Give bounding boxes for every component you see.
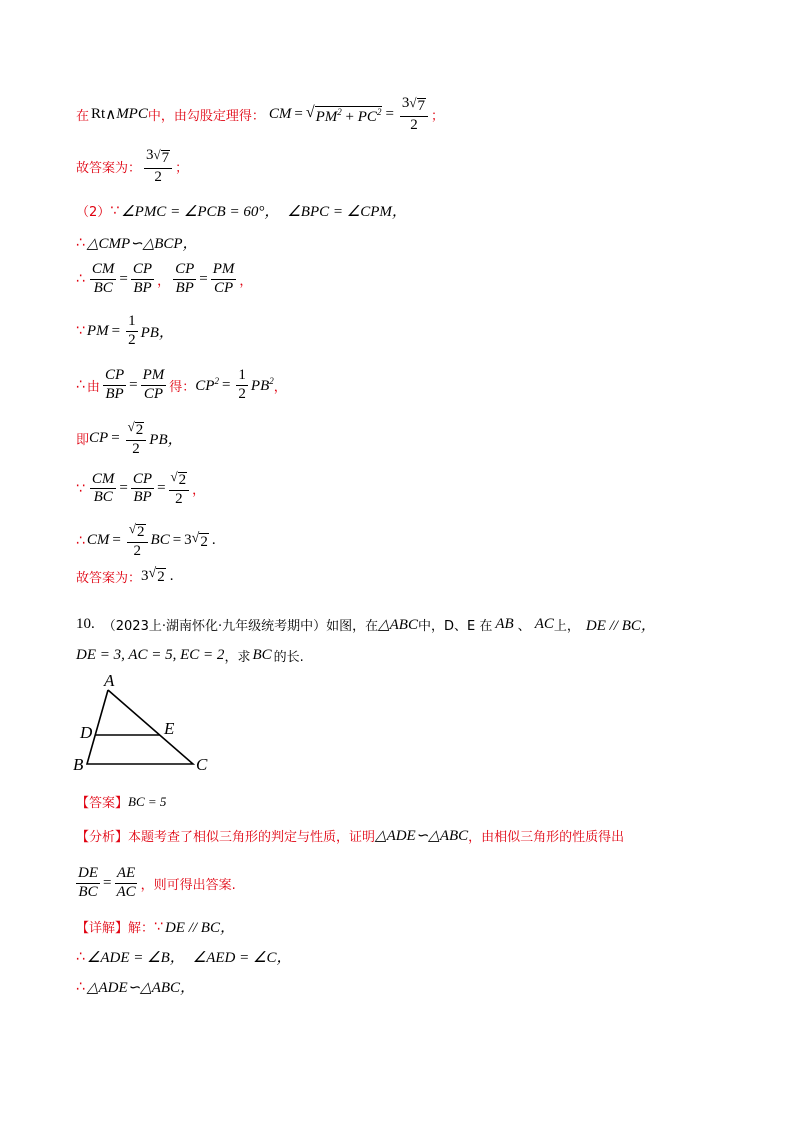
text: 即 [76, 433, 90, 449]
math: CM [90, 262, 117, 280]
therefore-symbol: ∴ [76, 234, 85, 251]
math: PM [315, 108, 338, 125]
answer-label: 【答案】 [76, 796, 129, 811]
math: PB [250, 377, 270, 394]
math: 2 [137, 524, 145, 540]
question-10-line-1 [76, 614, 656, 635]
math: AB [495, 616, 514, 632]
ratio-value-line [76, 470, 205, 508]
math: = [172, 532, 182, 549]
triangle-figure [70, 672, 220, 782]
math: 2 [238, 385, 246, 402]
math: = [111, 430, 120, 447]
math: DE = 3, AC = 5, EC = 2 [76, 647, 225, 663]
math: 3 [401, 95, 410, 111]
fraction: √ 2 2 [169, 470, 190, 508]
similar-line [76, 232, 198, 253]
answer-line-2 [76, 566, 173, 586]
math: BC [78, 883, 98, 900]
math: PB， [149, 432, 183, 449]
math: PM [141, 368, 167, 386]
because-symbol: ∵ [110, 202, 120, 219]
math: PB， [140, 324, 174, 341]
math: = [103, 874, 112, 891]
math: 2 [133, 542, 141, 559]
question-text: 中，D、E 在 [417, 619, 493, 634]
math: DE // BC， [164, 920, 235, 936]
math: 2 [135, 422, 144, 438]
math: 2 [157, 569, 165, 585]
math: + [345, 108, 355, 125]
fraction [236, 368, 248, 403]
sqrt-expression: √ 2 [148, 566, 165, 585]
question-number: 10. [76, 616, 95, 632]
text: ， [157, 273, 171, 289]
math: = [385, 106, 394, 123]
question-10-line-2 [76, 646, 304, 665]
fraction [173, 262, 196, 297]
math: 2 [128, 331, 136, 348]
fraction [126, 314, 138, 349]
math: ∠AED = ∠C， [192, 950, 292, 966]
label-b: B [73, 755, 84, 774]
math: △ADE∽△ABC [375, 828, 469, 844]
fraction [211, 262, 237, 297]
label-d: D [80, 723, 93, 742]
math: △CMP∽△BCP， [86, 236, 198, 252]
text: （2） [76, 205, 111, 220]
math: CP [131, 262, 154, 280]
derive-line [76, 368, 287, 403]
math: . [211, 532, 216, 549]
math: ∠ADE = ∠B， [86, 950, 185, 966]
math: CP [89, 430, 109, 447]
math: 2 [410, 116, 418, 133]
analysis-label: 【分析】 [76, 830, 129, 845]
math: BC [93, 489, 113, 506]
math: DE [76, 866, 100, 884]
fraction [90, 262, 117, 297]
text: 得： [169, 379, 196, 395]
math: BP [133, 279, 152, 296]
detail-line-2 [76, 946, 291, 967]
therefore-symbol: ∴ [76, 377, 85, 394]
analysis-line-1 [76, 826, 624, 845]
analysis-line-2 [76, 866, 236, 901]
pm-line [76, 314, 174, 349]
math: $CP^2$ [195, 375, 219, 394]
rt-label: Rt [91, 106, 106, 123]
math: △ADE∽△ABC， [86, 980, 196, 996]
fraction [131, 472, 154, 507]
question-text: ，求 [224, 650, 251, 665]
math: △ABC [378, 617, 418, 633]
question-text: 上， [553, 619, 580, 634]
detail-label: 【详解】 [76, 921, 129, 936]
math: BP [175, 279, 194, 296]
text: 在 [76, 109, 90, 125]
fraction: 3 √ 7 2 [400, 96, 428, 134]
math: = [199, 270, 208, 287]
triangle-outline [87, 690, 193, 764]
analysis-text: ，则可得出答案. [140, 877, 236, 893]
therefore-symbol: ∴ [76, 532, 85, 549]
answer-value: BC = 5 [128, 793, 167, 809]
question-text: （2023上·湖南怀化·九年级统考期中）如图，在 [102, 619, 379, 634]
fraction: 3 √ 7 2 [144, 148, 172, 186]
math: BC [93, 279, 113, 296]
math: 2 [175, 490, 183, 507]
text: 由 [86, 379, 100, 395]
sqrt-expression: √ 2 [191, 530, 208, 550]
math: = [111, 322, 121, 339]
math: CM [268, 106, 292, 123]
therefore-symbol: ∴ [76, 978, 85, 995]
math: CP [131, 472, 154, 490]
math: ∠PMC = ∠PCB = 60°， [121, 204, 280, 220]
fraction [76, 866, 100, 901]
because-symbol: ∵ [154, 918, 163, 935]
math: BC [252, 647, 272, 663]
math: PC [357, 108, 377, 125]
detail-text: 解： [128, 921, 155, 936]
text: ； [175, 161, 189, 177]
because-symbol: ∵ [76, 323, 85, 340]
math: DE // BC， [585, 618, 656, 634]
label-e: E [164, 719, 175, 738]
answer-line-1 [76, 148, 188, 186]
text: 中，由勾股定理得： [147, 109, 265, 125]
math: CP [103, 368, 126, 386]
math: = [221, 376, 231, 393]
detail-line-1 [76, 916, 235, 937]
math: = [119, 270, 128, 287]
math: 1 [126, 314, 138, 332]
math: 2 [154, 168, 162, 185]
math: = [157, 480, 166, 497]
math: CP [195, 377, 215, 394]
math: 3 [184, 532, 192, 549]
label-a: A [104, 672, 115, 690]
ratio-line [76, 262, 252, 297]
math: $PB^2$ [250, 375, 274, 394]
because-symbol: ∵ [76, 480, 85, 497]
math: 1 [236, 368, 248, 386]
math: CP [213, 279, 234, 296]
math: BP [105, 385, 124, 402]
text: 故答案为： [76, 161, 142, 177]
math: 2 [178, 472, 187, 488]
part2-line [76, 200, 407, 221]
math: AC [534, 616, 554, 632]
fraction [103, 368, 126, 403]
math: 7 [417, 98, 426, 114]
text: ； [431, 109, 445, 125]
math: PM [211, 262, 237, 280]
answer-line [76, 792, 166, 811]
therefore-symbol: ∴ [76, 271, 85, 288]
math: AC [116, 883, 136, 900]
question-text: 的长. [273, 650, 304, 665]
fraction [114, 866, 137, 901]
fraction [141, 368, 167, 403]
fraction: √ 2 2 [127, 522, 148, 560]
math: = [129, 376, 138, 393]
math: = [294, 106, 303, 123]
analysis-text: 本题考查了相似三角形的判定与性质，证明 [128, 830, 376, 845]
fraction: √ 2 2 [126, 420, 147, 458]
math: 2 [200, 533, 208, 550]
math: CM [86, 532, 110, 549]
math: PM [86, 322, 109, 339]
cm-result-line [76, 522, 216, 560]
math: AE [115, 866, 137, 884]
angle-symbol: ∧ [105, 107, 117, 124]
math: = [112, 532, 121, 549]
math: = [119, 480, 128, 497]
math: 3 [141, 567, 149, 584]
text: ， [239, 273, 253, 289]
text: 故答案为： [76, 570, 142, 586]
math: 7 [161, 150, 170, 166]
fraction [90, 472, 117, 507]
text: ， [273, 379, 287, 395]
math: 2 [132, 440, 140, 457]
fraction [131, 262, 154, 297]
math: BP [133, 489, 152, 506]
sqrt-expression: √ $PM^2 + PC^2$ [305, 103, 382, 125]
cp-line [76, 420, 183, 458]
analysis-text: ，由相似三角形的性质得出 [468, 830, 625, 845]
math: BC [150, 532, 170, 549]
math: 3 [146, 147, 154, 163]
math: CP [173, 262, 196, 280]
math: . [169, 567, 174, 584]
therefore-symbol: ∴ [76, 948, 85, 965]
detail-line-3 [76, 976, 195, 997]
question-text: 、 [517, 619, 531, 634]
math: CP [143, 385, 163, 402]
pythagoras-line [76, 96, 444, 134]
math: CM [90, 472, 117, 490]
triangle-name: MPC [116, 106, 148, 123]
label-c: C [196, 755, 208, 774]
text: ， [192, 483, 206, 499]
math: ∠BPC = ∠CPM， [287, 204, 407, 220]
